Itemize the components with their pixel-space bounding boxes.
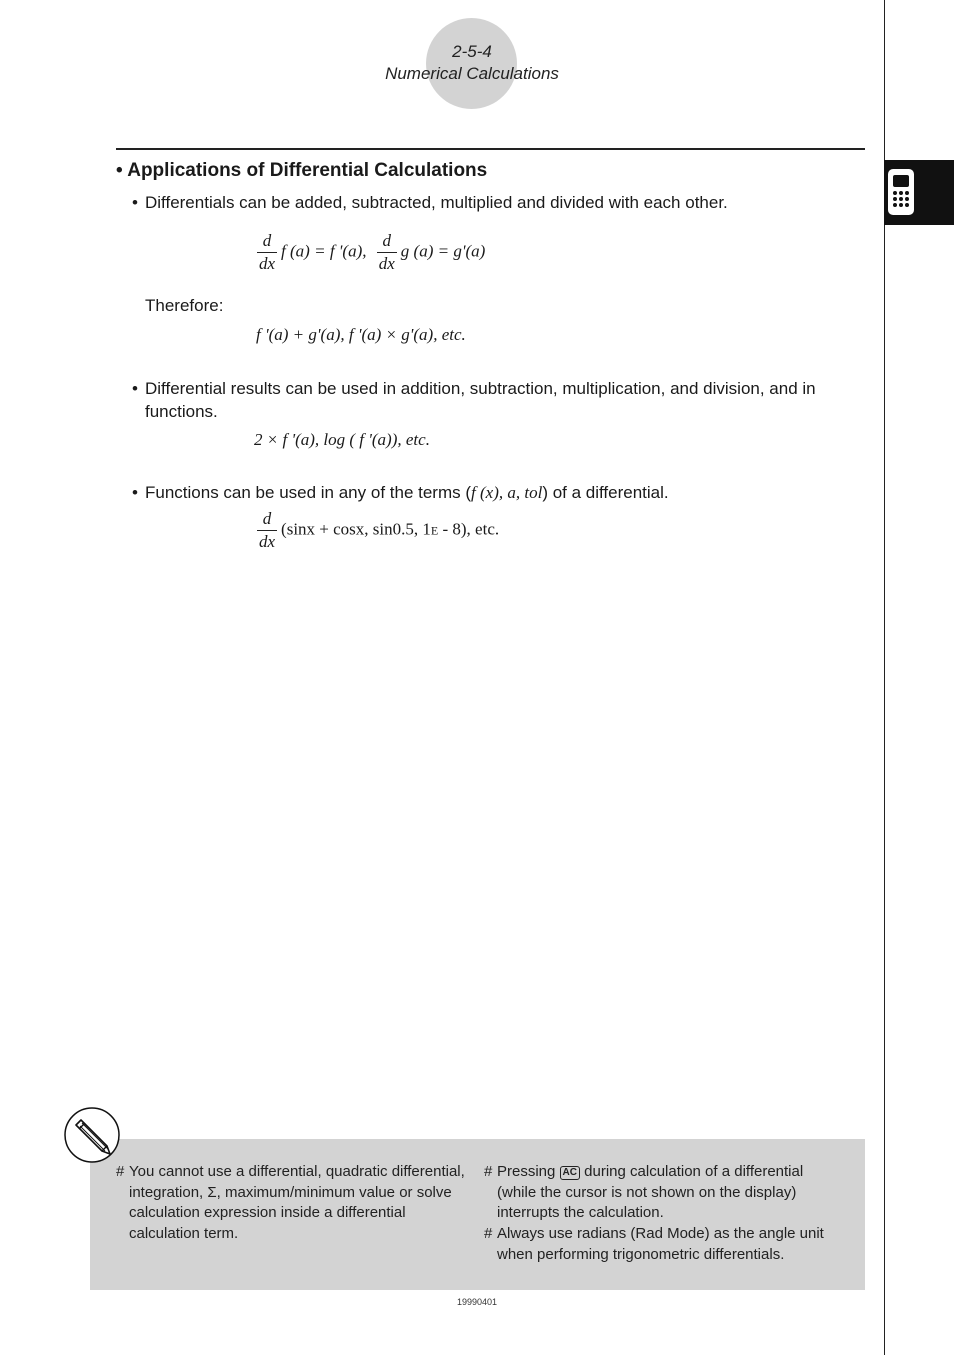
- bullet-text: Differentials can be added, subtracted, multiplied and divided with each other.: [145, 193, 728, 212]
- fraction-d-dx: $\frac{d}{dx}$: [378, 231, 395, 273]
- section-heading: [116, 160, 487, 182]
- heading-bullet: •: [116, 160, 123, 181]
- example-expression-end: - 8), etc.: [438, 519, 500, 539]
- bullet-text-post: ) of a differential.: [542, 483, 669, 502]
- bullet-text: Differential results can be used in addition, subtraction, multiplication, and division, and in functions.: [145, 379, 816, 421]
- pencil-note-icon: [64, 1107, 120, 1163]
- note-nesting: # You cannot use a differential, quadratic differential, integration, Σ, maximum/minimum value or solve calculation expression inside a differential calculation term.: [116, 1163, 465, 1242]
- section-title: Numerical Calculations: [385, 64, 559, 83]
- chapter-tab: [884, 160, 954, 225]
- formula-g-derivative: g (a) = g'(a): [400, 241, 486, 261]
- page-footer-code: 19990401: [456, 1297, 498, 1307]
- heading-text: Applications of Differential Calculations: [127, 160, 488, 181]
- heading-rule: [116, 148, 865, 150]
- formula-sum-product: f '(a) + g'(a), f '(a) × g'(a), etc.: [256, 325, 466, 344]
- bullet-item-3: [132, 481, 867, 504]
- bullet-text-pre: Functions can be used in any of the terms (: [145, 483, 472, 502]
- bullet-dot: •: [132, 379, 138, 398]
- formula-f-derivative: f (a) = f '(a),: [281, 241, 367, 261]
- page-number: 2-5-4: [452, 42, 492, 61]
- note-interrupt: # Pressing AC during calculation of a differential (while the cursor is not shown on the display) interrupts the calculation.: [484, 1163, 804, 1221]
- example-exponent-e: E: [430, 523, 439, 538]
- bullet-dot: •: [132, 483, 138, 502]
- fraction-d-dx: $\frac{d}{dx}$: [259, 509, 276, 551]
- bullet-item-2: [132, 377, 867, 423]
- formula-times-log: 2 × f '(a), log ( f '(a)), etc.: [254, 430, 430, 449]
- formula-derivatives: [257, 232, 485, 273]
- fraction-d-dx: $\frac{d}{dx}$: [259, 231, 276, 273]
- bullet-item-1: [132, 191, 872, 214]
- therefore-label: Therefore:: [145, 296, 224, 315]
- example-expression: (sinx + cosx, sin0.5, 1: [281, 519, 431, 539]
- calculator-icon: [888, 169, 914, 215]
- bullet-terms: f (x), a, tol: [471, 483, 543, 502]
- bullet-dot: •: [132, 193, 138, 212]
- formula-function-example: [257, 510, 499, 551]
- ac-key-icon: AC: [560, 1166, 580, 1180]
- note-radians: # Always use radians (Rad Mode) as the angle unit when performing trigonometric differentials.: [484, 1225, 824, 1263]
